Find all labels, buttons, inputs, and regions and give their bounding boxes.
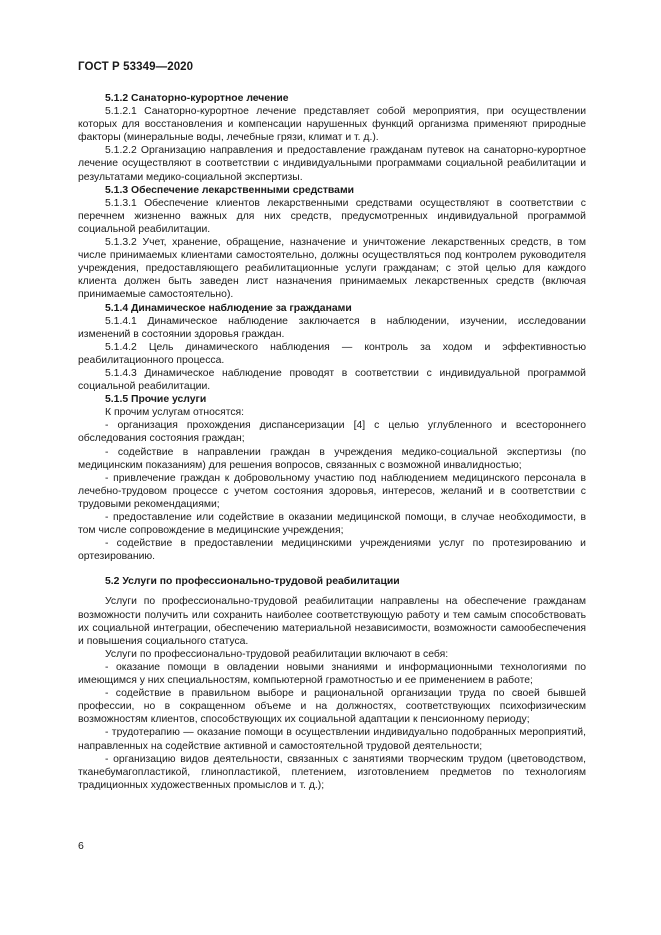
section-heading-5-2: 5.2 Услуги по профессионально-трудовой реабилитации [105,576,400,588]
list-item: - трудотерапию — оказание помощи в осуществлении индивидуально подобранных мероприятий, направленных на содействие активной и самостоятельной трудовой деятельности; [78,727,586,752]
section-heading-5-1-3: 5.1.3 Обеспечение лекарственными средствами [105,184,355,196]
document-code-header: ГОСТ Р 53349—2020 [78,61,194,73]
list-item: - содействие в правильном выборе и рациональной организации труда по своей бывшей профессии, но в сокращенном объеме и на должностях, соответствующих психофизическим возможностям клиентов, способствующих их социальной адаптации к пенсионному периоду; [78,688,586,726]
paragraph-5-1-4-2: 5.1.4.2 Цель динамического наблюдения — контроль за ходом и эффективностью реабилитационного процесса. [78,341,586,366]
list-item: - организацию видов деятельности, связанных с занятиями творческим трудом (цветоводством, тканебумагопластикой, глинопластикой, плетением, изготовлением предметов по технологиям традиционных художественных промыслов и т. д.); [78,753,586,791]
list-item: - содействие в направлении граждан в учреждения медико-социальной экспертизы (по медицинским показаниям) для решения вопросов, связанных с возможной инвалидностью; [78,446,586,471]
section-heading-5-1-4: 5.1.4 Динамическое наблюдение за гражданами [105,302,352,314]
page-number: 6 [78,840,84,852]
page-body [78,92,586,792]
section-heading-5-1-2: 5.1.2 Санаторно-курортное лечение [105,93,289,104]
paragraph-5-1-5-intro: К прочим услугам относятся: [105,407,245,419]
list-item: - содействие в предоставлении медицинскими учреждениями услуг по протезированию и ортезированию. [78,538,586,563]
paragraph-5-1-2-2: 5.1.2.2 Организацию направления и предоставление гражданам путевок на санаторно-курортное лечение осуществляют в соответствии с индивидуальными программами социальной реабилитации и результатами медико-социальной экспертизы. [78,145,586,183]
paragraph-5-1-3-1: 5.1.3.1 Обеспечение клиентов лекарственными средствами осуществляют в соответствии с перечнем жизненно важных для них средств, предусмотренных индивидуальной программой социальной реабилитации. [78,197,586,235]
list-item: - оказание помощи в овладении новыми знаниями и информационными технологиями по имеющимся у них специальностям, компьютерной грамотностью и ее применением в работе; [78,661,586,687]
paragraph-5-1-4-3: 5.1.4.3 Динамическое наблюдение проводят в соответствии с индивидуальной программой социальной реабилитации. [78,367,586,393]
list-item: - привлечение граждан к добровольному участию под наблюдением медицинского персонала в лечебно-трудовом процессе с учетом состояния здоровья, интересов, желаний и в соответствии с трудовыми рекомендациями; [78,472,586,510]
list-item: - организация прохождения диспансеризации [4] с целью углубленного и всестороннего обследования состояния граждан; [78,420,586,445]
paragraph-5-2-intro: Услуги по профессионально-трудовой реабилитации включают в себя: [105,648,449,660]
paragraph-5-1-4-1: 5.1.4.1 Динамическое наблюдение заключается в наблюдении, изучении, исследовании изменений в состоянии здоровья граждан. [78,315,586,340]
paragraph-5-1-2-1: 5.1.2.1 Санаторно-курортное лечение представляет собой мероприятия, при осуществлении которых для восстановления и компенсации нарушенных функций организма применяют природные факторы (минеральные воды, лечебные грязи, климат и т. д.). [78,106,586,144]
list-item: - предоставление или содействие в оказании медицинской помощи, в случае необходимости, в том числе сопровождение в медицинские учреждения; [78,512,586,537]
paragraph-5-2-1: Услуги по профессионально-трудовой реабилитации направлены на обеспечение гражданам возможности получить или сохранить наиболее соответствующую работу и тем самым способствовать их социальной интеграции, обеспечению материальной независимости, возможности самообеспечения и повышения социального статуса. [78,596,586,647]
paragraph-5-1-3-2: 5.1.3.2 Учет, хранение, обращение, назначение и уничтожение лекарственных средств, в том числе принимаемых клиентами самостоятельно, должны осуществляться под контролем руководителя учреждения, предоставляющего реабилитационные услуги гражданам; с этой целью для каждого клиента должен быть заведен лист назначения принимаемых лекарственных средств (включая принимаемые самостоятельно). [78,237,586,301]
section-heading-5-1-5: 5.1.5 Прочие услуги [105,394,207,406]
